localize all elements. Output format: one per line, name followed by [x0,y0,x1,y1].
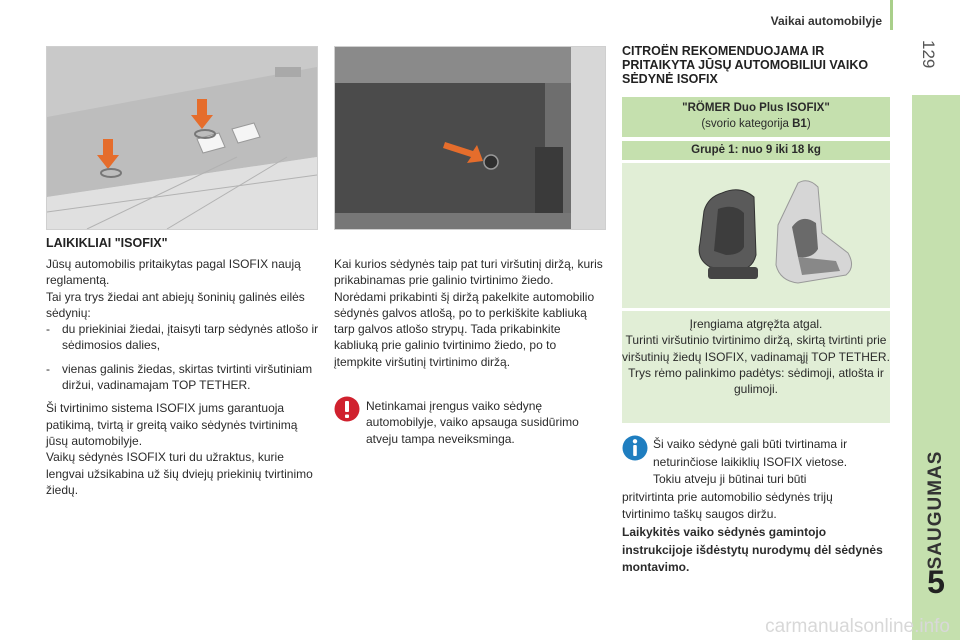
recommendation-heading: CITROËN REKOMENDUOJAMA IR PRITAIKYTA JŪSŲ AUTOMOBILIUI VAIKO SĖDYNĖ ISOFIX [622,44,869,86]
info-line: Tokiu atveju ji būtinai turi būti [653,472,807,487]
intro-line: Tai yra trys žiedai ant abiejų šoninių galinės eilės sėdynių: [46,289,305,320]
outro-line: Ši tvirtinimo sistema ISOFIX jums garantuoja patikimą, tvirtą ir greitą vaiko sėdynės tvirtinimą jūsų automobilyje. [46,401,298,448]
product-box [622,97,890,137]
seat-description [622,311,890,423]
bullet-text: du priekiniai žiedai, įtaisyti tarp sėdynės atlošo ir sėdimosios dalies, [62,322,319,353]
product-name: "RÖMER Duo Plus ISOFIX" [682,102,830,114]
description-line: Turinti viršutinio tvirtinimo diržą, skirtą tvirtinti prie viršutinių žiedų ISOFIX, vadinamąjį TOP TETHER. [622,333,890,364]
isofix-body [46,256,322,498]
header-accent-line [890,0,893,30]
info-line: pritvirtinta prie automobilio sėdynės trijų tvirtinimo taškų saugos diržu. [622,489,833,522]
info-line: Ši vaiko sėdynė gali būti tvirtinama ir [653,437,848,451]
description-line: Įrengiama atgręžta atgal. [689,317,823,331]
chapter-number: 5 [927,564,945,600]
info-line: neturinčiose laikiklių ISOFIX vietose. [653,454,848,469]
isofix-seat-photo [46,46,318,230]
bullet-text: vienas galinis žiedas, skirtas tvirtinti viršutiniam diržui, vadinamajam TOP TETHER. [62,361,313,393]
dash-marker: - [46,322,50,337]
watermark: carmanualsonline.info [765,616,950,637]
info-bold: Laikykitės vaiko sėdynės gamintojo instrukcijoje išdėstytų nurodymų dėl sėdynės montavimo. [622,524,883,575]
child-seat-image [622,163,890,308]
bullet-item [46,361,322,394]
weight-class: (svorio kategorija B1) [701,118,811,130]
isofix-heading: LAIKIKLIAI "ISOFIX" [46,236,168,250]
description-line: Trys rėmo palinkimo padėtys: sėdimoji, atlošta ir gulimoji. [628,365,884,397]
bullet-item [46,321,322,354]
page-number: 129 [919,40,938,69]
dash-marker: - [46,361,50,376]
warning-text: Netinkamai įrengus vaiko sėdynę automobilyje, vaiko apsauga susidūrimo atveju tampa neveiksminga. [366,399,579,446]
group-label: Grupė 1: nuo 9 iki 18 kg [622,141,890,160]
info-note [622,436,884,577]
running-header: Vaikai automobilyje [770,14,882,28]
intro-line: Jūsų automobilis pritaikytas pagal ISOFIX naują reglamentą. [46,257,301,288]
tether-instructions: Kai kurios sėdynės taip pat turi viršutinį diržą, kuris prikabinamas prie galinio tvirtinimo žiedo. Norėdami prikabinti šį diržą pakelkite automobilio sėdynės galvos atlošą, po to perkiškite kabliuką tarp galvos atlošo strypų. Tada prikabinkite kabliuką prie galinio tvirtinimo žiedo, po to įtempkite viršutinį tvirtinimo diržą. [334,257,603,369]
top-tether-photo [334,46,606,230]
chapter-label: SAUGUMAS [925,450,946,570]
outro-line: Vaikų sėdynės ISOFIX turi du užraktus, kurie lengvai užsikabina už šių dviejų priekinių tvirtinimo žiedų. [46,450,313,497]
warning-icon [334,396,360,422]
